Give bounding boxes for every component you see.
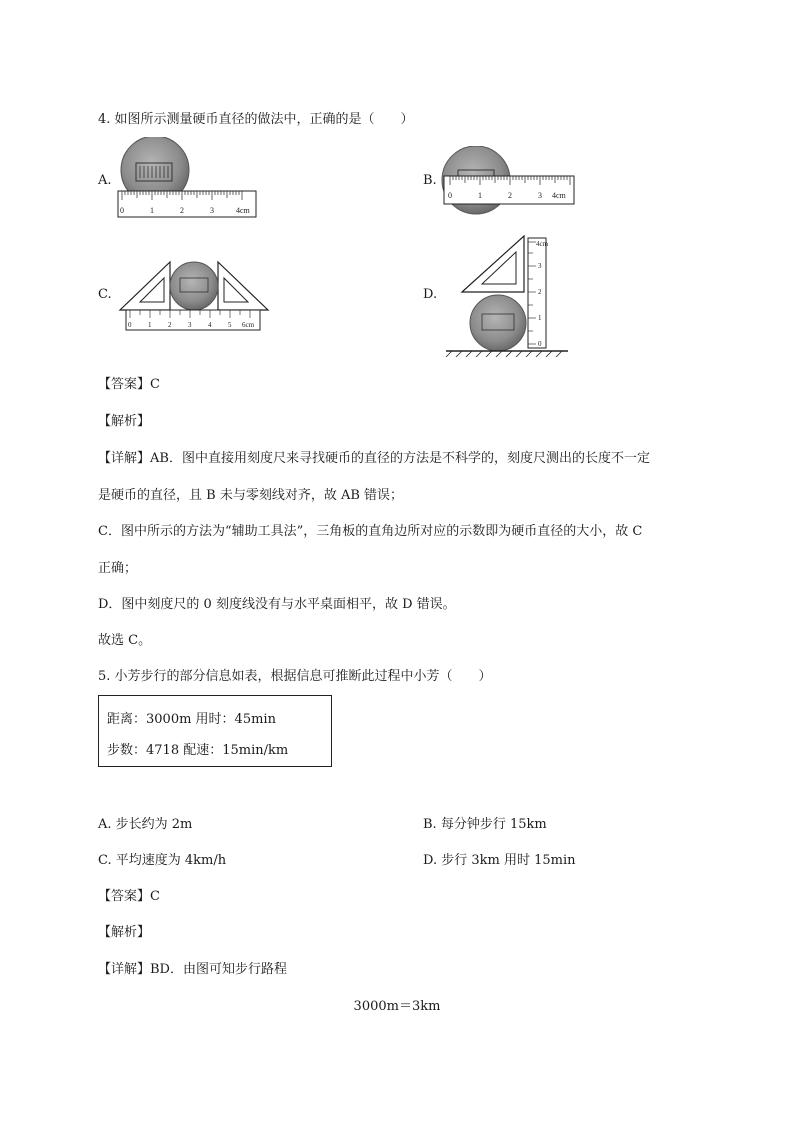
q5-option-d: D. 步行 3km 用时 15min bbox=[423, 853, 576, 868]
triangle-ruler-right bbox=[218, 262, 268, 310]
svg-text:5: 5 bbox=[228, 321, 232, 329]
q4-detail-line-2: 是硬币的直径，且 B 未与零刻线对齐，故 AB 错误； bbox=[98, 488, 404, 503]
svg-text:4: 4 bbox=[208, 321, 212, 329]
svg-text:3: 3 bbox=[538, 191, 542, 200]
svg-text:2: 2 bbox=[508, 191, 512, 200]
q4-detail-line-1: 【详解】AB．图中直接用刻度尺来寻找硬币的直径的方法是不科学的，刻度尺测出的长度不一定 bbox=[98, 451, 650, 466]
figure-d-triangle-coin-ruler bbox=[442, 232, 572, 357]
svg-text:0: 0 bbox=[128, 321, 132, 329]
svg-text:2: 2 bbox=[180, 206, 184, 215]
info-row-steps-pace: 步数：4718 配速：15min/km bbox=[107, 743, 289, 758]
q4-detail-line-4: 正确； bbox=[98, 561, 138, 576]
ruler bbox=[528, 238, 546, 348]
q5-detail-line-1: 【详解】BD．由图可知步行路程 bbox=[98, 962, 287, 977]
q5-option-b: B. 每分钟步行 15km bbox=[423, 817, 547, 832]
q4-option-b-label: B. bbox=[423, 173, 437, 188]
coin-icon bbox=[470, 295, 526, 351]
triangle-ruler-left bbox=[120, 262, 170, 310]
q4-conclusion: 故选 C。 bbox=[98, 633, 152, 648]
svg-text:4cm: 4cm bbox=[536, 240, 549, 248]
q4-analysis-title: 【解析】 bbox=[98, 414, 151, 429]
svg-text:6cm: 6cm bbox=[242, 321, 255, 329]
q4-option-d-label: D. bbox=[423, 287, 438, 302]
svg-text:1: 1 bbox=[150, 206, 154, 215]
svg-text:1: 1 bbox=[478, 191, 482, 200]
figure-a-coin-ruler bbox=[112, 137, 262, 222]
coin-icon bbox=[170, 262, 218, 310]
svg-text:0: 0 bbox=[448, 191, 452, 200]
svg-text:2: 2 bbox=[168, 321, 172, 329]
q5-answer: 【答案】C bbox=[98, 889, 160, 904]
q5-equation: 3000m＝3km bbox=[353, 999, 441, 1014]
svg-text:0: 0 bbox=[538, 340, 542, 348]
info-row-distance-time: 距离：3000m 用时：45min bbox=[107, 712, 276, 727]
svg-text:3: 3 bbox=[538, 262, 542, 270]
svg-text:0: 0 bbox=[120, 206, 124, 215]
q5-stem: 5. 小芳步行的部分信息如表，根据信息可推断此过程中小芳（ ） bbox=[98, 669, 492, 684]
svg-text:2: 2 bbox=[538, 288, 542, 296]
figure-c-triangles-ruler bbox=[116, 258, 276, 333]
q4-stem: 4. 如图所示测量硬币直径的做法中，正确的是（ ） bbox=[98, 112, 414, 127]
q4-detail-line-5: D．图中刻度尺的 0 刻度线没有与水平桌面相平，故 D 错误。 bbox=[98, 597, 456, 612]
figure-b-coin-ruler bbox=[440, 146, 580, 216]
q5-analysis-title: 【解析】 bbox=[98, 925, 151, 940]
q4-option-a-label: A. bbox=[98, 173, 112, 188]
q4-option-c-label: C. bbox=[98, 287, 112, 302]
svg-text:1: 1 bbox=[538, 314, 542, 322]
q5-option-c: C. 平均速度为 4km/h bbox=[98, 853, 227, 868]
svg-text:4cm: 4cm bbox=[552, 191, 566, 200]
q4-detail-line-3: C．图中所示的方法为“辅助工具法”，三角板的直角边所对应的示数即为硬币直径的大小，故 C bbox=[98, 524, 643, 539]
svg-text:4cm: 4cm bbox=[236, 206, 250, 215]
q5-info-table bbox=[98, 695, 332, 767]
q5-option-a: A. 步长约为 2m bbox=[98, 817, 193, 832]
svg-text:1: 1 bbox=[148, 321, 152, 329]
svg-text:3: 3 bbox=[210, 206, 214, 215]
svg-text:3: 3 bbox=[188, 321, 192, 329]
q4-answer: 【答案】C bbox=[98, 377, 160, 392]
